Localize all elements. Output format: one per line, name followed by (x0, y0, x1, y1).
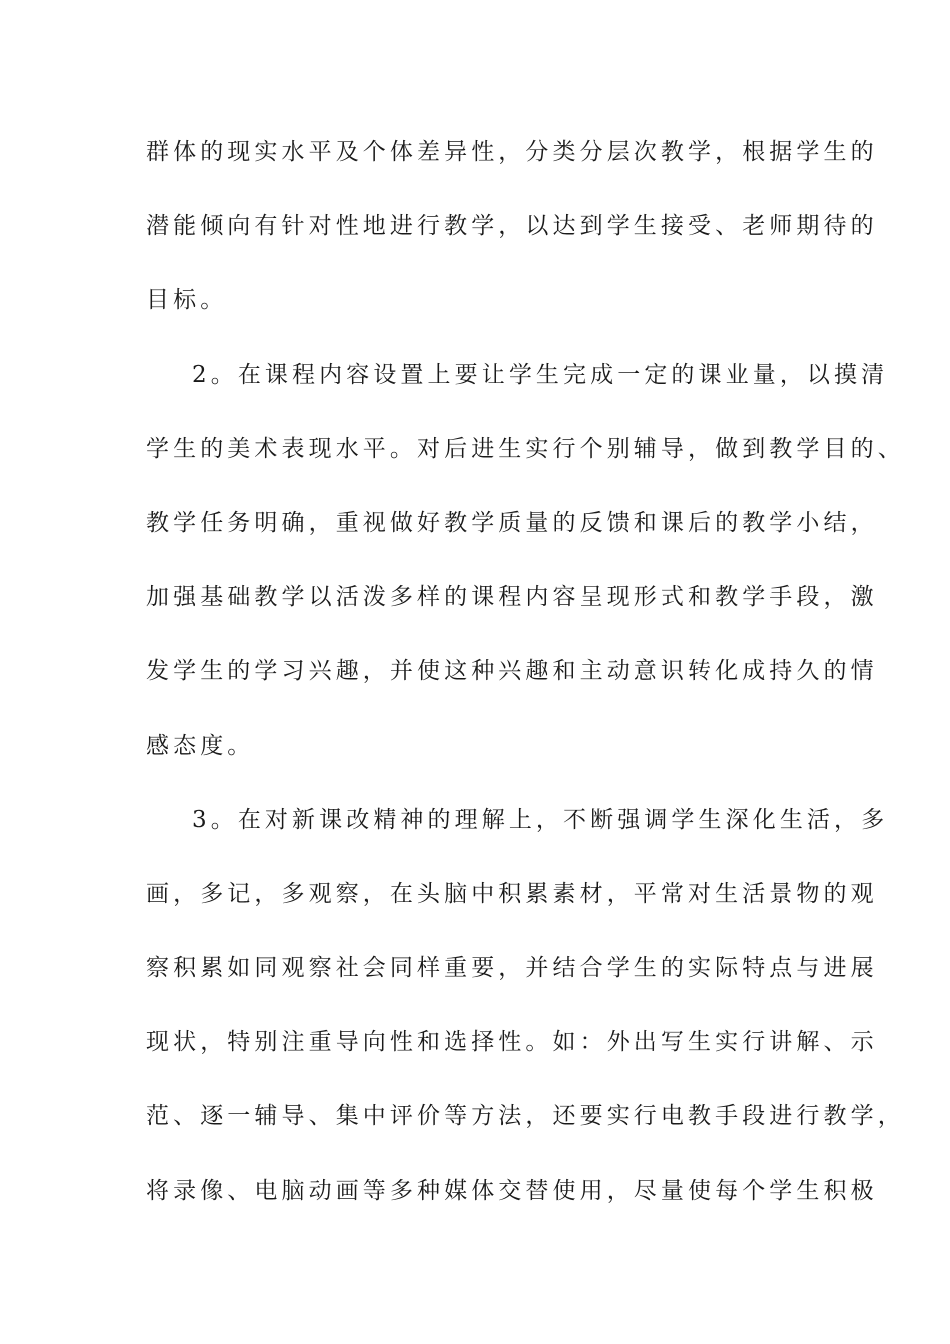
text-line: 学生的美术表现水平。对后进生实行个别辅导，做到教学目的、 (146, 436, 905, 462)
text-line: 潜能倾向有针对性地进行教学，以达到学生接受、老师期待的 (146, 213, 878, 239)
paragraph-3-first-line: 3。在对新课改精神的理解上，不断强调学生深化生活，多 (192, 807, 889, 833)
text-line: 范、逐一辅导、集中评价等方法，还要实行电教手段进行教学， (146, 1103, 905, 1129)
text-line: 群体的现实水平及个体差异性，分类分层次教学，根据学生的 (146, 139, 878, 165)
text-line: 目标。 (146, 287, 228, 313)
text-line: 教学任务明确，重视做好教学质量的反馈和课后的教学小结， (146, 510, 878, 536)
text-line: 将录像、电脑动画等多种媒体交替使用，尽量使每个学生积极 (146, 1178, 878, 1204)
text-line: 感态度。 (146, 733, 255, 759)
text-line: 画，多记，多观察，在头脑中积累素材，平常对生活景物的观 (146, 881, 878, 907)
text-line: 加强基础教学以活泼多样的课程内容呈现形式和教学手段，激 (146, 584, 878, 610)
paragraph-2-first-line: 2。在课程内容设置上要让学生完成一定的课业量，以摸清 (192, 362, 889, 388)
text-line: 发学生的学习兴趣，并使这种兴趣和主动意识转化成持久的情 (146, 658, 878, 684)
text-line: 现状，特别注重导向性和选择性。如：外出写生实行讲解、示 (146, 1029, 878, 1055)
text-line: 察积累如同观察社会同样重要，并结合学生的实际特点与进展 (146, 955, 878, 981)
